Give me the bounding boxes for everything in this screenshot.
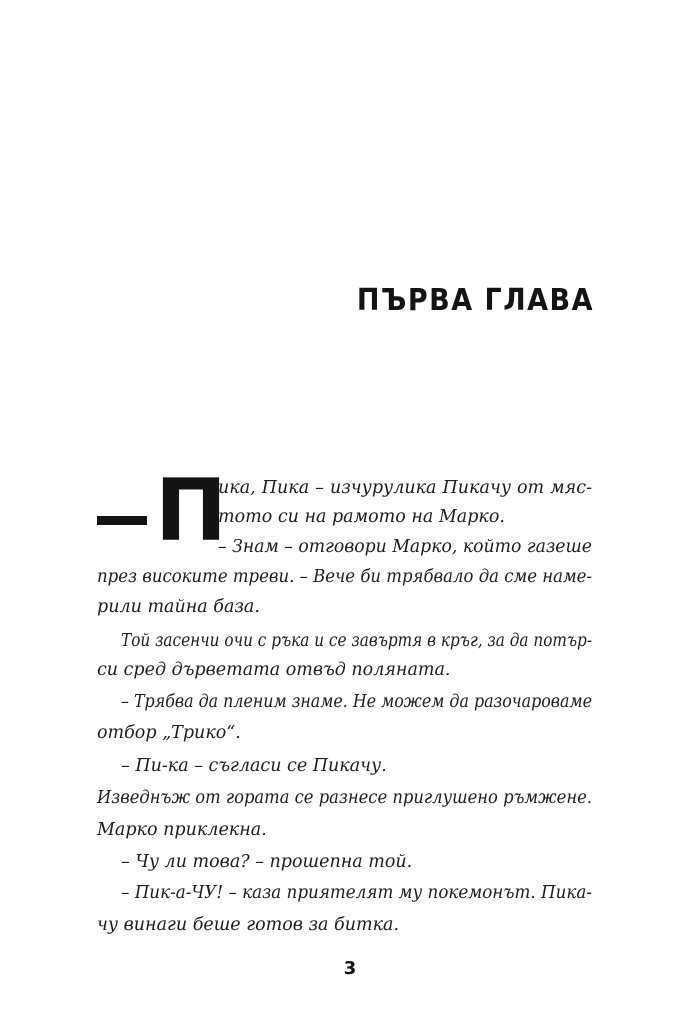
chapter-title: ПЪРВА ГЛАВА <box>356 283 594 318</box>
text-line-13: – Чу ли това? – прошепна той. <box>121 852 413 872</box>
drop-cap-letter: П <box>155 461 227 561</box>
text-line-14: – Пик-а-ЧУ! – каза приятелят му покемонът. Пика- <box>121 883 592 903</box>
text-line-4: през високите треви. – Вече би трябвало да сме наме- <box>97 567 592 587</box>
text-line-8: – Трябва да пленим знаме. Не можем да разочароваме <box>121 692 592 712</box>
drop-cap-dash <box>97 516 147 525</box>
text-line-12: Марко приклекна. <box>97 820 267 840</box>
text-line-2: тото си на рамото на Марко. <box>218 507 505 527</box>
text-line-1: ика, Пика – изчурулика Пикачу от мяс- <box>218 478 592 498</box>
text-line-9: отбор „Трико“. <box>97 723 241 743</box>
text-line-3: – Знам – отговори Марко, който газеше <box>218 537 592 557</box>
text-line-15: чу винаги беше готов за битка. <box>97 915 400 935</box>
text-line-6: Той засенчи очи с ръка и се завъртя в кръг, за да потър- <box>121 631 592 651</box>
text-line-7: си сред дърветата отвъд поляната. <box>97 660 451 680</box>
text-line-10: – Пи-ка – съгласи се Пикачу. <box>121 756 387 776</box>
page-number: 3 <box>343 958 357 979</box>
text-line-5: рили тайна база. <box>97 597 260 617</box>
text-line-11: Изведнъж от гората се разнесе приглушено ръмжене. <box>97 788 592 808</box>
